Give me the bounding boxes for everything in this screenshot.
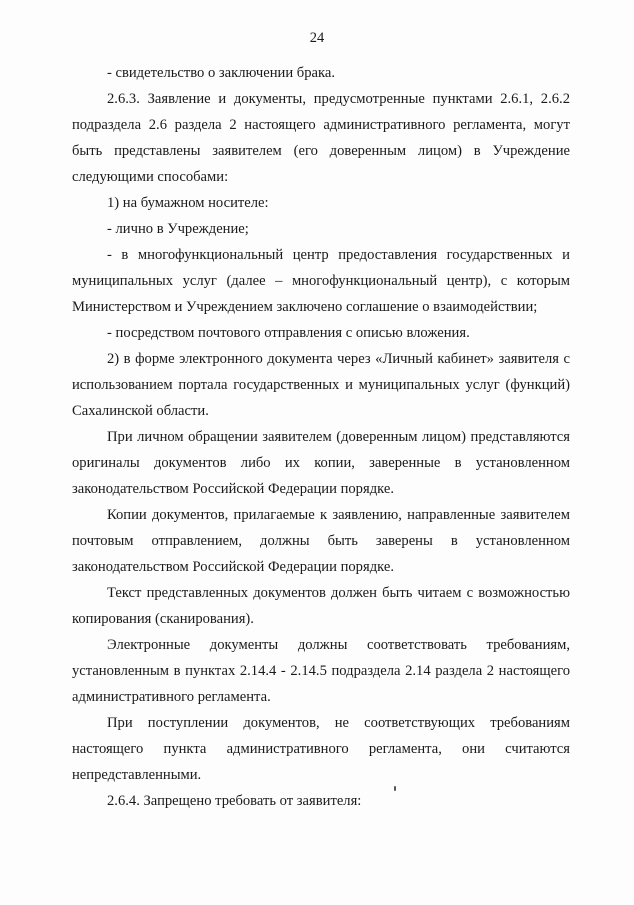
paragraph-text-readable: Текст представленных документов должен быть читаем с возможностью копирования (сканирования). bbox=[72, 585, 570, 627]
document-body bbox=[72, 60, 570, 814]
paragraph-non-compliant: При поступлении документов, не соответствующих требованиям настоящего пункта административного регламента, они считаются непредставленными. bbox=[72, 715, 570, 783]
paragraph-personal-visit: При личном обращении заявителем (доверенным лицом) представляются оригиналы документов либо их копии, заверенные в установленном законодательством Российской Федерации порядке. bbox=[72, 429, 570, 497]
paragraph-2-6-3: 2.6.3. Заявление и документы, предусмотренные пунктами 2.6.1, 2.6.2 подраздела 2.6 раздела 2 настоящего административного регламента, могут быть представлены заявителем (его доверенным лицом) в Учреждение следующими способами: bbox=[72, 91, 570, 185]
paragraph-mfc: - в многофункциональный центр предоставления государственных и муниципальных услуг (далее – многофункциональный центр), с которым Министерством и Учреждением заключено соглашение о взаимодействии; bbox=[72, 247, 570, 315]
page-number: 24 bbox=[309, 30, 325, 46]
paragraph-electronic-docs: Электронные документы должны соответствовать требованиям, установленным в пунктах 2.14.4 - 2.14.5 подраздела 2.14 раздела 2 настоящего административного регламента. bbox=[72, 637, 570, 705]
paragraph-2-6-4: 2.6.4. Запрещено требовать от заявителя: bbox=[107, 793, 362, 809]
paragraph-marriage-certificate: - свидетельство о заключении брака. bbox=[107, 65, 335, 81]
paragraph-postal: - посредством почтового отправления с описью вложения. bbox=[107, 325, 470, 341]
paragraph-copies: Копии документов, прилагаемые к заявлению, направленные заявителем почтовым отправлением, должны быть заверены в установленном законодательством Российской Федерации порядке. bbox=[72, 507, 570, 575]
paragraph-electronic-form: 2) в форме электронного документа через «Личный кабинет» заявителя с использованием портала государственных и муниципальных услуг (функций) Сахалинской области. bbox=[72, 351, 570, 419]
scan-speck bbox=[394, 786, 396, 791]
paragraph-in-person: - лично в Учреждение; bbox=[107, 221, 249, 237]
paragraph-paper-medium: 1) на бумажном носителе: bbox=[107, 195, 269, 211]
